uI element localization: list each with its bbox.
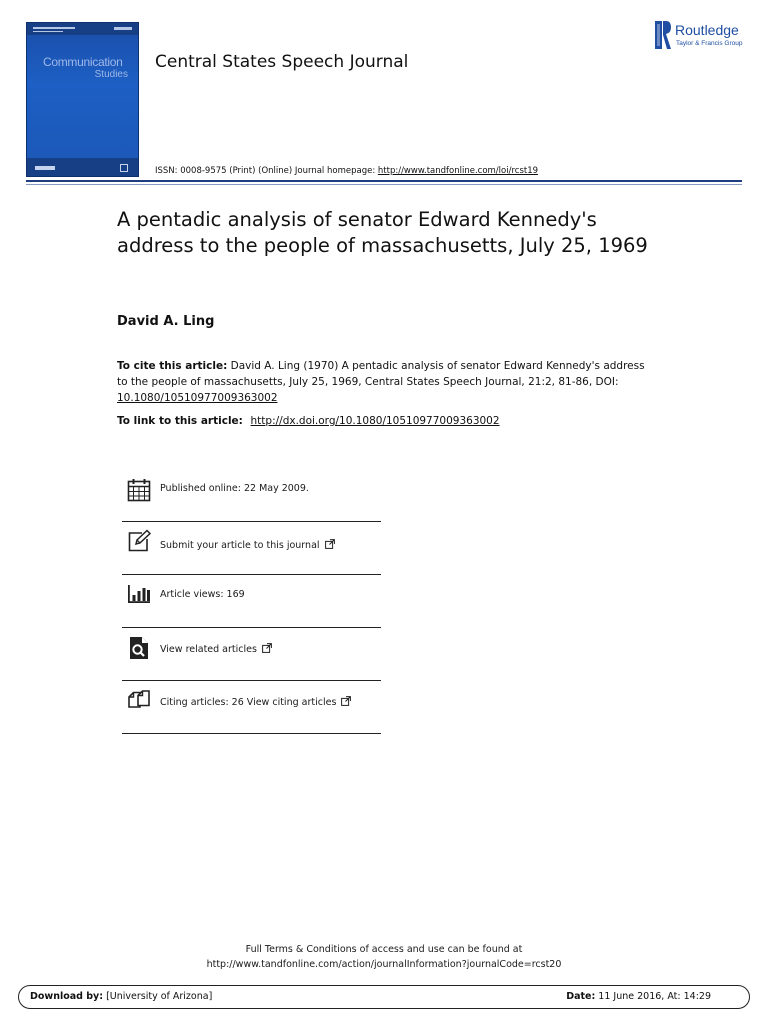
edit-icon (127, 529, 151, 553)
citation-block (117, 358, 657, 406)
publisher-name: Routledge (675, 22, 739, 38)
article-author: David A. Ling (117, 314, 215, 329)
header-divider (26, 180, 742, 182)
submit-article-text: Submit your article to this journal (160, 540, 320, 551)
doi-link[interactable]: 10.1080/10510977009363002 (117, 392, 278, 404)
calendar-icon (127, 478, 151, 502)
issn-line (155, 166, 538, 176)
publisher-logo[interactable] (654, 20, 754, 52)
citing-icon (127, 688, 151, 712)
citing-articles-text: Citing articles: 26 View citing articles (160, 697, 337, 708)
article-title: A pentadic analysis of senator Edward Kennedy's address to the people of massachusetts, July 25, 1969 (117, 208, 648, 257)
cite-text: David A. Ling (1970) A pentadic analysis of senator Edward Kennedy's address to the people of massachusetts, July 25, 1969, Central States Speech Journal, 21:2, 81-86, DOI: (117, 360, 645, 388)
journal-cover-image (26, 22, 139, 177)
published-online-text: Published online: 22 May 2009. (160, 483, 309, 494)
citing-articles-row[interactable] (122, 682, 381, 734)
citing-articles-link[interactable] (160, 696, 351, 708)
download-date-value: 11 June 2016, At: 14:29 (595, 991, 711, 1002)
terms-url-link[interactable]: http://www.tandfonline.com/action/journalInformation?journalCode=rcst20 (206, 959, 562, 970)
cover-decoration (114, 27, 132, 30)
routledge-logo-icon (654, 20, 672, 50)
download-by-label: Download by: (30, 991, 104, 1002)
header-divider-thin (26, 184, 742, 185)
row-divider (122, 521, 381, 522)
article-doi-url-link[interactable]: http://dx.doi.org/10.1080/10510977009363002 (250, 415, 500, 427)
cover-decoration (33, 31, 63, 32)
bar-chart-icon (127, 581, 151, 605)
related-articles-text: View related articles (160, 644, 257, 655)
published-online-row (122, 470, 381, 522)
related-articles-link[interactable] (160, 643, 272, 655)
article-link-block (117, 415, 657, 427)
terms-notice (0, 942, 768, 972)
submit-article-row[interactable] (122, 523, 381, 575)
link-label: To link to this article: (117, 415, 247, 427)
cover-symbol (120, 164, 128, 172)
row-divider (122, 574, 381, 575)
row-divider (122, 680, 381, 681)
article-views-row (122, 576, 381, 628)
download-by-value: [University of Arizona] (103, 991, 213, 1002)
download-info-bar (18, 985, 750, 1009)
download-date (566, 991, 711, 1002)
submit-article-link[interactable] (160, 539, 335, 551)
related-articles-row[interactable] (122, 629, 381, 681)
journal-title: Central States Speech Journal (155, 52, 409, 72)
download-by (30, 991, 212, 1002)
download-date-label: Date: (566, 991, 596, 1002)
publisher-subtitle: Taylor & Francis Group (676, 40, 743, 47)
row-divider (122, 733, 381, 734)
search-document-icon (127, 636, 151, 660)
external-link-icon (341, 696, 351, 706)
terms-line: Full Terms & Conditions of access and use can be found at (245, 944, 523, 955)
external-link-icon (325, 539, 335, 549)
article-views-text: Article views: 169 (160, 589, 245, 600)
cover-decoration (33, 27, 75, 29)
journal-homepage-link[interactable]: http://www.tandfonline.com/loi/rcst19 (377, 166, 539, 176)
row-divider (122, 627, 381, 628)
cite-label: To cite this article: (117, 360, 228, 372)
issn-text: ISSN: 0008-9575 (Print) (Online) Journal homepage: (155, 166, 378, 176)
cover-title-line1: Communication (43, 55, 123, 69)
cover-publisher-logo (35, 166, 55, 170)
cover-title-line2: Studies (94, 69, 128, 80)
external-link-icon (262, 643, 272, 653)
